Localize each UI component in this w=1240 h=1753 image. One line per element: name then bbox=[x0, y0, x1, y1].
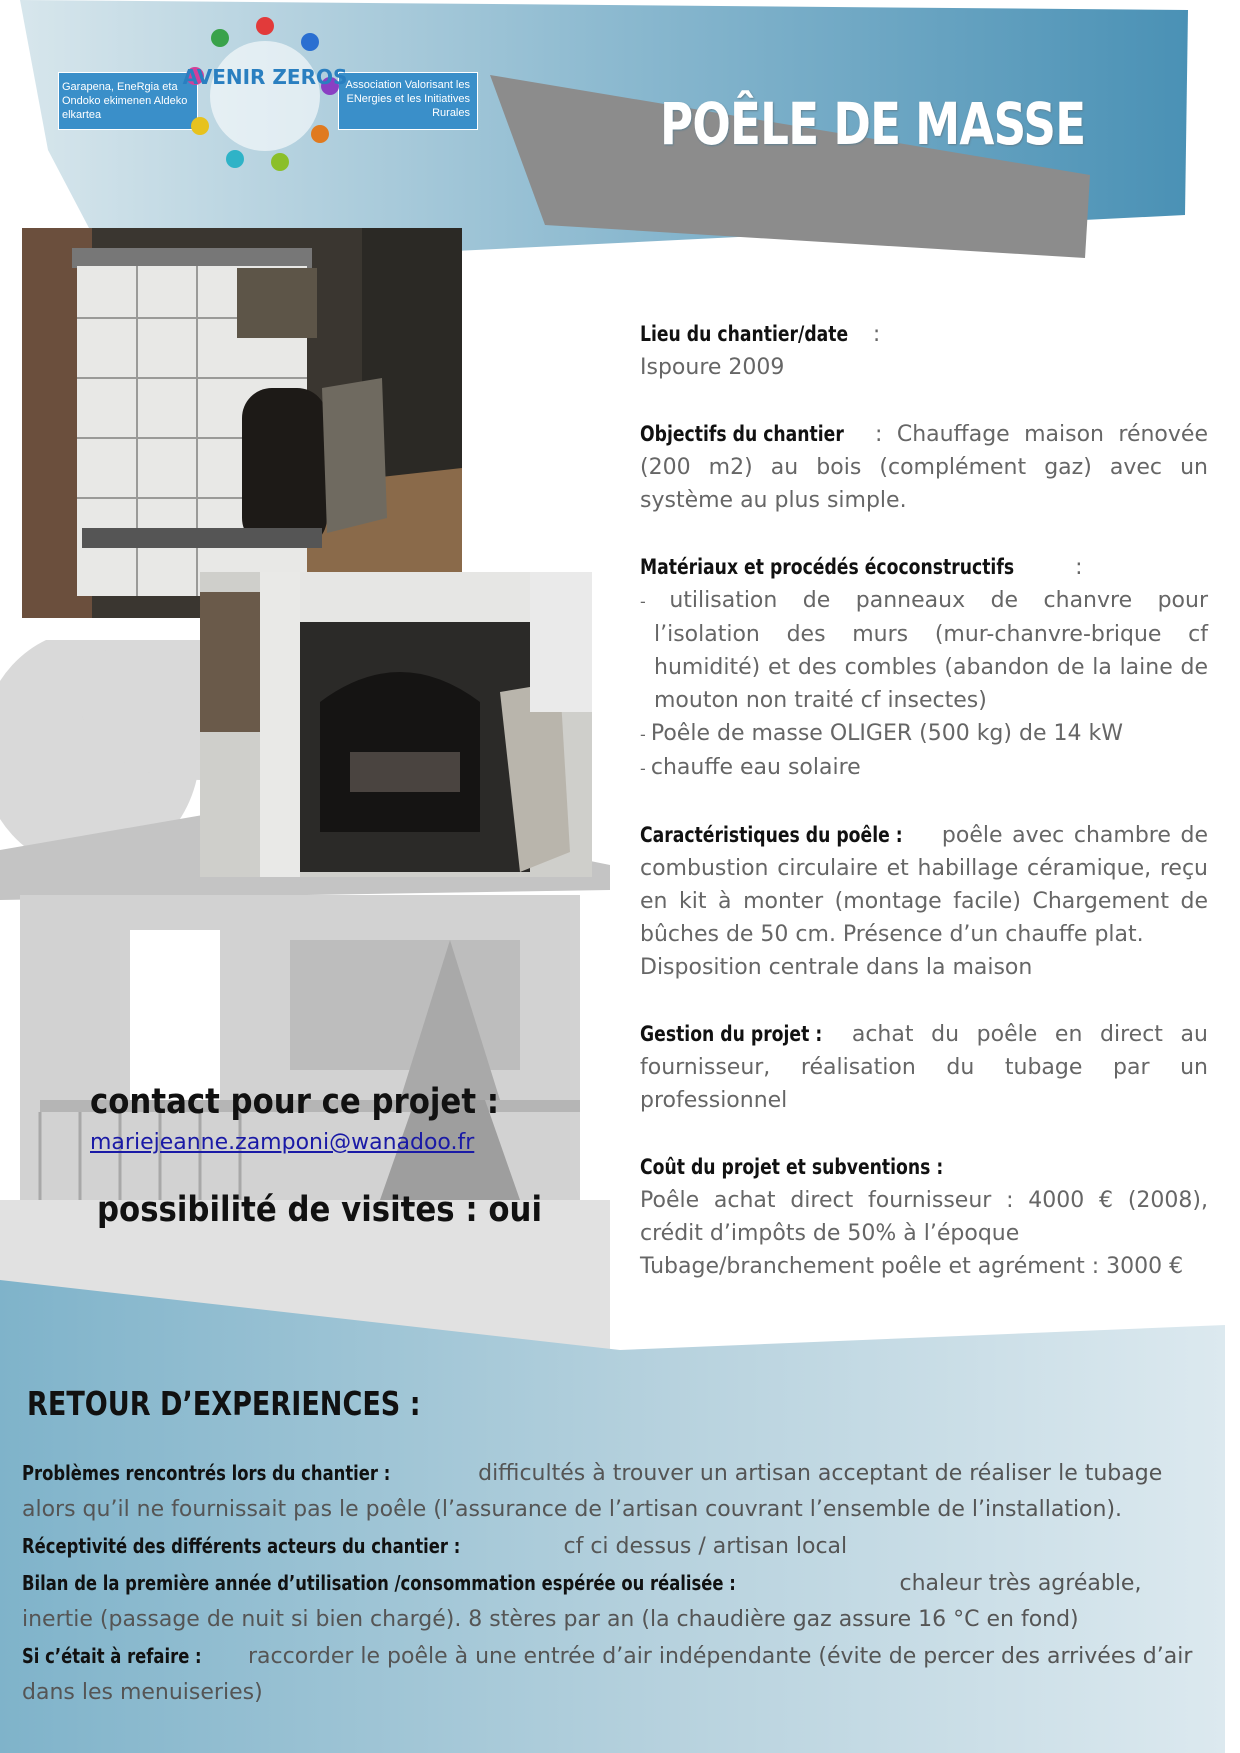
materiaux-list bbox=[640, 584, 1208, 785]
retour-title: RETOUR D’EXPERIENCES : bbox=[27, 1384, 421, 1423]
visits-availability: possibilité de visites : oui bbox=[97, 1190, 543, 1230]
objectifs-section: Objectifs du chantier : Chauffage maison rénovée (200 m2) au bois (complément gaz) avec un système au plus simple. bbox=[640, 418, 1208, 517]
retour-body bbox=[22, 1455, 1217, 1711]
materiaux-section: Matériaux et procédés écoconstructifs : bbox=[640, 551, 1208, 584]
lieu-label: Lieu du chantier/date bbox=[640, 322, 849, 346]
receptivite-section bbox=[22, 1528, 1217, 1565]
contact-email-link[interactable]: mariejeanne.zamponi@wanadoo.fr bbox=[90, 1130, 475, 1155]
caracteristiques-section bbox=[640, 819, 1208, 984]
list-item: - Poêle de masse OLIGER (500 kg) de 14 kW bbox=[640, 717, 1208, 751]
gestion-text: achat du poêle en direct au fournisseur, réalisation du tubage par un professionnel bbox=[640, 1022, 1208, 1113]
objectifs-text: Chauffage maison rénovée (200 m2) au bois (complément gaz) avec un système au plus simple. bbox=[640, 422, 1208, 513]
receptivite-text: cf ci dessus / artisan local bbox=[563, 1534, 848, 1559]
list-item: - utilisation de panneaux de chanvre pour l’isolation des murs (mur-chanvre-brique cf humidité) et des combles (abandon de la laine de mouton non traité cf insectes) bbox=[640, 584, 1208, 717]
problemes-section bbox=[22, 1455, 1217, 1528]
problemes-label: Problèmes rencontrés lors du chantier : bbox=[22, 1461, 391, 1485]
bilan-text: chaleur très agréable, inertie (passage de nuit si bien chargé). 8 stères par an (la chaudière gaz assure 16 °C en fond) bbox=[22, 1571, 1142, 1632]
list-item: - chauffe eau solaire bbox=[640, 751, 1208, 785]
refaire-section bbox=[22, 1638, 1217, 1711]
logo-people-ring-icon bbox=[180, 14, 350, 174]
lieu-text: Ispoure 2009 bbox=[640, 355, 785, 380]
stove-photo-main bbox=[22, 228, 462, 618]
cout-label: Coût du projet et subventions : bbox=[640, 1155, 944, 1179]
gestion-section bbox=[640, 1018, 1208, 1117]
bilan-label: Bilan de la première année d’utilisation /consommation espérée ou réalisée : bbox=[22, 1571, 736, 1595]
cout-section bbox=[640, 1151, 1208, 1283]
cout-text-2: Tubage/branchement poêle et agrément : 3000 € bbox=[640, 1254, 1184, 1279]
refaire-label: Si c’était à refaire : bbox=[22, 1644, 202, 1668]
page-title: POÊLE DE MASSE bbox=[660, 90, 1086, 158]
objectifs-label: Objectifs du chantier bbox=[640, 422, 844, 446]
logo-ring-text: AVENIR ZEROS bbox=[182, 65, 348, 89]
gestion-label: Gestion du projet : bbox=[640, 1022, 823, 1046]
contact-title: contact pour ce projet : bbox=[90, 1082, 500, 1122]
receptivite-label: Réceptivité des différents acteurs du chantier : bbox=[22, 1534, 461, 1558]
caracteristiques-label: Caractéristiques du poêle : bbox=[640, 823, 903, 847]
problemes-text: difficultés à trouver un artisan acceptant de réaliser le tubage alors qu’il ne fournissait pas le poêle (l’assurance de l’artisan couvrant l’ensemble de l’installation). bbox=[22, 1461, 1163, 1522]
logo-left-text: Garapena, EneRgia eta Ondoko ekimenen Aldeko elkartea bbox=[62, 81, 188, 121]
project-details bbox=[640, 318, 1208, 1317]
bilan-section bbox=[22, 1565, 1217, 1638]
stove-photo-detail bbox=[200, 572, 592, 877]
cout-text: Poêle achat direct fournisseur : 4000 € (2008), crédit d’impôts de 50% à l’époque bbox=[640, 1188, 1208, 1246]
refaire-text: raccorder le poêle à une entrée d’air indépendante (évite de percer des arrivées d’air dans les menuiseries) bbox=[22, 1644, 1193, 1705]
logo-right-text: Association Valorisant les ENergies et les Initiatives Rurales bbox=[345, 79, 470, 119]
caracteristiques-text-2: Disposition centrale dans la maison bbox=[640, 955, 1033, 980]
caracteristiques-text: poêle avec chambre de combustion circulaire et habillage céramique, reçu en kit à monter (montage facile) Chargement de bûches de 50 cm. Présence d’un chauffe plat. bbox=[640, 823, 1208, 947]
lieu-section: Lieu du chantier/date : Ispoure 2009 bbox=[640, 318, 1208, 384]
materiaux-label: Matériaux et procédés écoconstructifs bbox=[640, 555, 1015, 579]
